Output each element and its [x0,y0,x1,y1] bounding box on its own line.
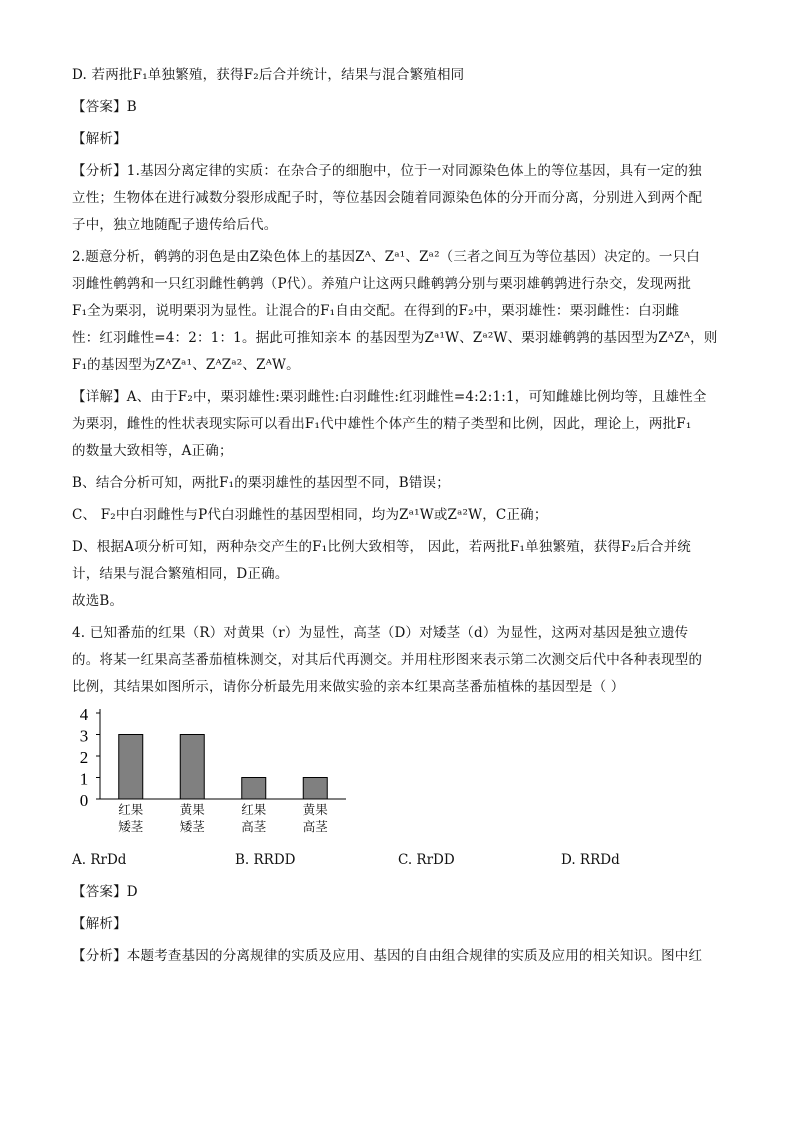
x-category-label-line: 矮茎 [118,819,144,834]
q3-point2-line: F₁的基因型为ZᴬZᵃ¹、ZᴬZᵃ²、ZᴬW。 [72,357,300,373]
q3-detail-b: B、结合分析可知，两批F₁的栗羽雄性的基因型不同，B错误； [72,475,450,491]
x-category-label [111,801,151,835]
q4-option-c: C. RrDD [398,852,455,868]
x-category-label-line: 黄果 [179,802,205,817]
q3-detail-line: 【详解】A、由于F₂中，栗羽雄性:栗羽雌性:白羽雌性:红羽雌性=4:2:1:1，可知雌雄比例均等，且雄性全 [72,389,707,405]
q3-analysis-line: 【分析】1.基因分离定律的实质：在杂合子的细胞中，位于一对同源染色体上的等位基因，具有一定的独 [72,163,702,179]
bar [303,778,327,800]
q3-analysis-line: 子中，独立地随配子遗传给后代。 [72,217,278,233]
x-category-label [234,801,274,835]
q3-point2-line: 性：红羽雌性=4：2：1：1。据此可推知亲本 的基因型为Zᵃ¹W、Zᵃ²W、栗羽雄鹌鹑的基因型为ZᴬZᴬ，则 [72,330,718,346]
q4-stem-line: 比例，其结果如图所示，请你分析最先用来做实验的亲本红果高茎番茄植株的基因型是（ ） [72,679,625,695]
q3-detail-c: C、 F₂中白羽雌性与P代白羽雌性的基因型相同，均为Zᵃ¹W或Zᵃ²W，C正确； [72,507,548,523]
x-category-label-line: 红果 [118,802,144,817]
q4-option-b: B. RRDD [235,852,296,868]
q3-option-d: D. 若两批F₁单独繁殖，获得F₂后合并统计，结果与混合繁殖相同 [72,67,465,83]
q4-analysis-line: 【分析】本题考查基因的分离规律的实质及应用、基因的自由组合规律的实质及应用的相关知识。图中红 [72,948,703,964]
q3-analysis-line: 立性；生物体在进行减数分裂形成配子时，等位基因会随着同源染色体的分开而分离，分别进入到两个配 [72,190,703,206]
q4-stem-line: 4. 已知番茄的红果（R）对黄果（r）为显性，高茎（D）对矮茎（d）为显性，这两对基因是独立遗传 [72,625,689,641]
bar [242,778,266,800]
y-tick-label: 3 [79,726,89,746]
bar [119,735,143,800]
x-category-label-line: 高茎 [241,819,267,834]
q4-option-d: D. RRDd [561,852,620,868]
q3-detail-line: 的数量大致相等，A正确； [72,443,233,459]
y-tick-label: 4 [79,705,89,724]
y-tick-label: 2 [79,748,89,767]
y-tick-label: 0 [79,791,89,810]
y-tick-label: 1 [79,769,89,789]
q4-answer: 【答案】D [72,884,138,900]
x-category-label [172,801,212,835]
q4-stem-line: 的。将某一红果高茎番茄植株测交，对其后代再测交。并用柱形图来表示第二次测交后代中各种表现型的 [72,652,703,668]
q3-analysis-heading: 【解析】 [72,131,127,147]
q4-options [72,847,726,874]
q3-detail-d-line: 计，结果与混合繁殖相同，D正确。 [72,566,289,582]
x-category-label-line: 高茎 [302,819,328,834]
q3-point2-line: 2.题意分析，鹌鹑的羽色是由Z染色体上的基因Zᴬ、Zᵃ¹、Zᵃ²（三者之间互为等位基因）决定的。一只白 [72,249,700,265]
q4-analysis-heading: 【解析】 [72,916,127,932]
q3-detail-line: 为栗羽，雌性的性状表现实际可以看出F₁代中雄性个体产生的精子类型和比例，因此，理论上，两批F₁ [72,416,692,432]
phenotype-bar-chart [76,707,376,845]
bar [180,735,204,800]
q3-conclusion: 故选B。 [72,593,124,609]
q3-point2-line: 羽雌性鹌鹑和一只红羽雌性鹌鹑（P代）。养殖户让这两只雌鹌鹑分别与栗羽雄鹌鹑进行杂交，发现两批 [72,276,692,292]
x-category-label-line: 黄果 [302,802,328,817]
q3-answer: 【答案】B [72,99,137,115]
x-category-label-line: 矮茎 [179,819,205,834]
x-category-label-line: 红果 [241,802,267,817]
q3-point2-line: F₁全为栗羽，说明栗羽为显性。让混合的F₁自由交配。在得到的F₂中，栗羽雄性：栗羽雌性：白羽雌 [72,303,680,319]
x-category-label [295,801,335,835]
q3-detail-d-line: D、根据A项分析可知，两种杂交产生的F₁比例大致相等， 因此，若两批F₁单独繁殖，获得F₂后合并统 [72,539,691,555]
document-page [72,62,726,970]
q4-option-a: A. RrDd [72,852,127,868]
